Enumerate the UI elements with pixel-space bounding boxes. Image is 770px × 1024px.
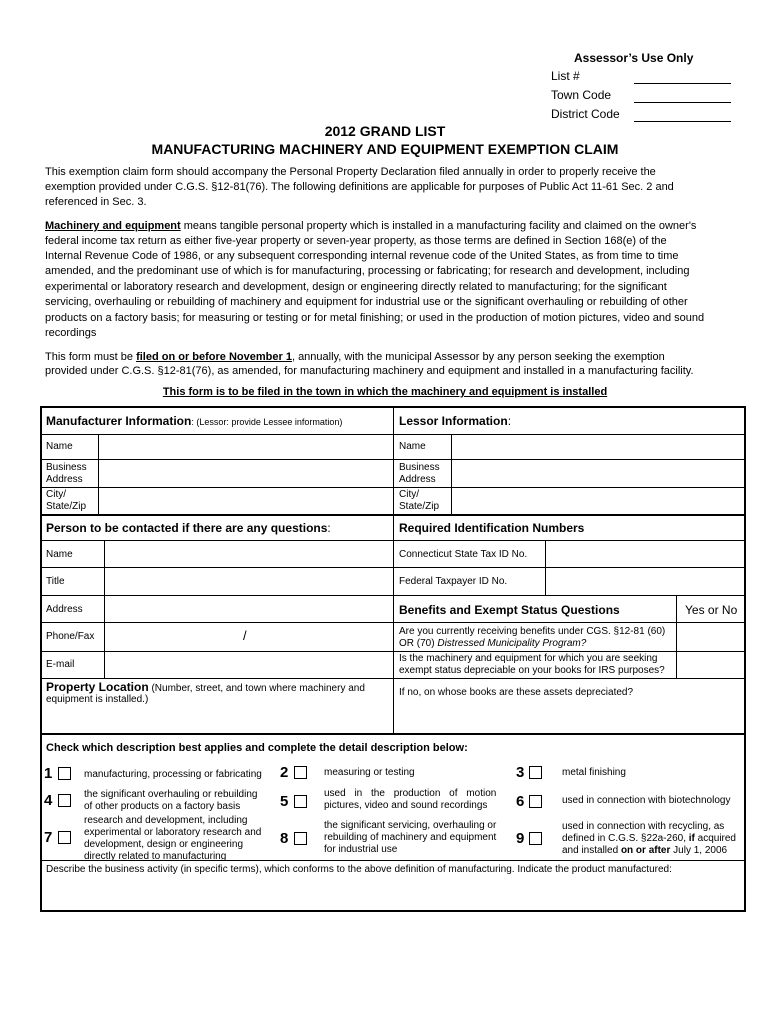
lessor-name-field[interactable] xyxy=(453,436,744,458)
option-4-checkbox[interactable] xyxy=(58,794,71,807)
benefits-heading: Benefits and Exempt Status Questions xyxy=(399,603,620,617)
yes-no-heading: Yes or No xyxy=(685,603,738,617)
describe-activity-field[interactable] xyxy=(42,878,744,910)
option-6-label: used in connection with biotechnology xyxy=(562,795,731,806)
definition-line: recordings xyxy=(45,327,97,339)
option-number: 6 xyxy=(516,793,525,810)
lessor-heading: Lessor Information: xyxy=(399,414,512,428)
lessor-city-field[interactable] xyxy=(453,489,744,513)
option-4-label: the significant overhauling or rebuilding of other products on a factory basis xyxy=(84,789,258,812)
benefits-question-2-line2: exempt status depreciable on your books for IRS purposes? xyxy=(399,665,665,676)
district-code-field[interactable] xyxy=(634,121,731,122)
contact-email-label: E-mail xyxy=(46,659,75,670)
lessor-state-zip-label: State/Zip xyxy=(399,501,440,512)
filing-line: provided under C.G.S. §12-81(76), as amended, for manufacturing machinery and equipment and installed in a manufacturing facility. xyxy=(45,365,694,377)
phone-fax-separator: / xyxy=(243,628,247,643)
manufacturer-city-field[interactable] xyxy=(100,489,392,513)
option-number: 9 xyxy=(516,830,525,847)
option-2-label: measuring or testing xyxy=(324,767,415,778)
option-number: 7 xyxy=(44,829,53,846)
option-8-label: the significant servicing, overhauling or rebuilding of machinery and equipment for industrial use xyxy=(324,820,497,855)
option-3-label: metal finishing xyxy=(562,767,626,778)
option-9-label: used in connection with recycling, as defined in C.G.S. §22a-260, if acquired and installed on or after July 1, 2006 xyxy=(562,821,736,856)
contact-address-field[interactable] xyxy=(106,597,392,621)
ids-heading: Required Identification Numbers xyxy=(399,521,585,535)
benefits-question-1-line2: OR (70) Distressed Municipality Program? xyxy=(399,638,587,649)
contact-email-field[interactable] xyxy=(106,653,392,677)
town-code-field[interactable] xyxy=(634,102,731,103)
page-title: MANUFACTURING MACHINERY AND EQUIPMENT EXEMPTION CLAIM xyxy=(151,141,619,157)
manufacturer-city-label: City/ xyxy=(46,489,66,500)
manufacturer-name-field[interactable] xyxy=(100,436,392,458)
definition-line: amended, and the predominant use of which is for manufacturing, processing or fabricating; for research and development, including xyxy=(45,265,690,277)
option-number: 4 xyxy=(44,792,53,809)
definition-line: products on a factory basis; for measuring or testing or for metal finishing; or used in the production of motion pictures, video and sound xyxy=(45,312,705,324)
fed-tax-id-field[interactable] xyxy=(547,569,744,594)
filing-line: This form must be filed on or before November 1, annually, with the municipal Assessor by any person seeking the exemption xyxy=(45,351,665,363)
benefits-question-2: Is the machinery and equipment for which you are seeking xyxy=(399,653,658,664)
manufacturer-state-zip-label: State/Zip xyxy=(46,501,87,512)
option-number: 2 xyxy=(280,764,289,781)
option-9-checkbox[interactable] xyxy=(529,832,542,845)
contact-heading: Person to be contacted if there are any questions: xyxy=(46,521,331,535)
definition-term: Machinery and equipment xyxy=(45,220,181,232)
property-location-field[interactable] xyxy=(42,707,392,732)
definition-line: federal income tax return as either five-year property or seven-year property, as those terms are defined in Section 168(e) of the xyxy=(45,235,667,247)
intro-line: exemption provided under C.G.S. §12-81(76). The following definitions are applicable for purposes of Public Act 11-61 Sec. 2 and xyxy=(45,181,674,193)
contact-title-label: Title xyxy=(46,576,65,587)
assessor-heading: Assessor’s Use Only xyxy=(574,51,694,65)
intro-line: referenced in Sec. 3. xyxy=(45,196,147,208)
filing-notice: This form is to be filed in the town in which the machinery and equipment is installed xyxy=(162,386,608,398)
contact-title-field[interactable] xyxy=(106,569,392,594)
lessor-city-label: City/ xyxy=(399,489,419,500)
manufacturer-heading: Manufacturer Information: (Lessor: provide Lessee information) xyxy=(46,414,343,428)
check-heading: Check which description best applies and complete the detail description below: xyxy=(46,742,468,754)
contact-name-label: Name xyxy=(46,549,73,560)
lessor-business-label: Business xyxy=(399,462,440,473)
intro-line: This exemption claim form should accompany the Personal Property Declaration filed annually in order to properly receive the xyxy=(45,166,656,178)
option-5-label: used in the production of motion pictures, video and sound recordings xyxy=(324,788,497,811)
manufacturer-address-field[interactable] xyxy=(100,461,392,486)
definition-line: experimental or laboratory research and development, design or engineering directly related to manufacturing; for the significant xyxy=(45,281,667,293)
option-1-checkbox[interactable] xyxy=(58,767,71,780)
benefits-question-3: If no, on whose books are these assets depreciated? xyxy=(399,687,634,698)
contact-phone-fax-field[interactable] xyxy=(106,624,392,650)
manufacturer-business-label: Business xyxy=(46,462,87,473)
property-location-heading: Property Location xyxy=(46,680,149,694)
filing-deadline: filed on or before November 1 xyxy=(136,351,292,363)
contact-phone-fax-label: Phone/Fax xyxy=(46,631,95,642)
contact-address-label: Address xyxy=(46,604,83,615)
property-location-note: equipment is installed.) xyxy=(46,694,149,705)
fed-tax-id-label: Federal Taxpayer ID No. xyxy=(399,576,508,587)
lessor-name-label: Name xyxy=(399,441,426,452)
benefits-question-1: Are you currently receiving benefits under CGS. §12-81 (60) xyxy=(399,626,666,637)
option-number: 8 xyxy=(280,830,289,847)
title-year: 2012 GRAND LIST xyxy=(324,123,446,139)
option-3-checkbox[interactable] xyxy=(529,766,542,779)
option-2-checkbox[interactable] xyxy=(294,766,307,779)
benefits-answer-1-field[interactable] xyxy=(678,624,744,650)
list-number-field[interactable] xyxy=(634,83,731,84)
definition-line: Machinery and equipment means tangible personal property which is installed in a manufacturing facility and claimed on the owner's xyxy=(45,220,697,232)
town-code-label: Town Code xyxy=(551,88,612,102)
ct-tax-id-label: Connecticut State Tax ID No. xyxy=(399,549,528,560)
definition-line: Internal Revenue Code of 1986, or any subsequent corresponding internal revenue code of the United States, as from time to time xyxy=(45,250,679,262)
option-5-checkbox[interactable] xyxy=(294,795,307,808)
benefits-answer-2-field[interactable] xyxy=(678,653,744,677)
contact-name-field[interactable] xyxy=(106,542,392,566)
definition-line: servicing, overhauling or rebuilding of machinery and equipment for industrial use or the significant overhauling or rebuilding of other xyxy=(45,296,688,308)
option-number: 5 xyxy=(280,793,289,810)
lessor-address-label: Address xyxy=(399,474,436,485)
ct-tax-id-field[interactable] xyxy=(547,542,744,566)
manufacturer-address-label: Address xyxy=(46,474,83,485)
depreciation-books-field[interactable] xyxy=(395,699,744,732)
option-6-checkbox[interactable] xyxy=(529,795,542,808)
property-location-line: Property Location (Number, street, and town where machinery and xyxy=(46,680,365,694)
list-number-label: List # xyxy=(551,69,580,83)
option-1-label: manufacturing, processing or fabricating xyxy=(84,769,262,780)
option-8-checkbox[interactable] xyxy=(294,832,307,845)
option-7-checkbox[interactable] xyxy=(58,831,71,844)
option-number: 1 xyxy=(44,765,53,782)
manufacturer-name-label: Name xyxy=(46,441,73,452)
option-number: 3 xyxy=(516,764,525,781)
district-code-label: District Code xyxy=(551,107,620,121)
describe-activity-label: Describe the business activity (in specific terms), which conforms to the above definition of manufacturing. Indicate the product manufactured: xyxy=(46,864,672,875)
option-7-label: research and development, including experimental or laboratory research and development, design or engineering directly related to manufacturing xyxy=(84,815,262,862)
lessor-address-field[interactable] xyxy=(453,461,744,486)
